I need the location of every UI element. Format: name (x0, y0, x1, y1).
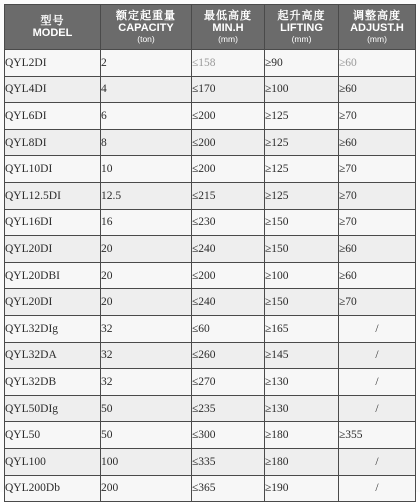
capacity-cell: 6 (101, 103, 192, 130)
lifting-height-cell: ≥165 (265, 315, 339, 342)
lifting-height-cell: ≥190 (265, 475, 339, 502)
adjust-height-cell: ≥70 (339, 209, 416, 236)
adjust-height-cell: ≥70 (339, 103, 416, 130)
lifting-height-cell: ≥130 (265, 369, 339, 396)
adjust-height-cell: / (339, 315, 416, 342)
capacity-cell: 32 (101, 315, 192, 342)
lifting-height-cell: ≥90 (265, 50, 339, 77)
column-header-adjust-h (339, 5, 416, 50)
column-header-model (5, 5, 101, 50)
spec-table (4, 4, 416, 502)
min-height-cell: ≤170 (192, 76, 265, 103)
header-label-en: LIFTING (280, 21, 323, 34)
capacity-cell: 100 (101, 448, 192, 475)
capacity-cell: 2 (101, 50, 192, 77)
header-label-en: CAPACITY (118, 21, 174, 34)
table-body (5, 50, 416, 502)
header-label-zh: 起升高度 (277, 9, 326, 22)
capacity-cell: 4 (101, 76, 192, 103)
adjust-height-cell: ≥60 (339, 262, 416, 289)
capacity-cell: 20 (101, 289, 192, 316)
model-cell: QYL32DA (5, 342, 101, 369)
lifting-height-cell: ≥125 (265, 129, 339, 156)
model-cell: QYL20DI (5, 236, 101, 263)
table-row (5, 475, 416, 502)
table-row (5, 156, 416, 183)
lifting-height-cell: ≥180 (265, 448, 339, 475)
header-label-en: MIN.H (212, 21, 244, 34)
model-cell: QYL20DI (5, 289, 101, 316)
capacity-cell: 16 (101, 209, 192, 236)
header-label-en: ADJUST.H (350, 21, 404, 34)
model-cell: QYL50 (5, 422, 101, 449)
header-unit: (mm) (367, 33, 387, 44)
header-unit: (mm) (291, 33, 312, 44)
header-label-zh: 调整高度 (353, 9, 401, 22)
capacity-cell: 8 (101, 129, 192, 156)
capacity-cell: 12.5 (101, 182, 192, 209)
capacity-cell: 10 (101, 156, 192, 183)
column-header-min-h (192, 5, 265, 50)
model-cell: QYL12.5DI (5, 182, 101, 209)
table-row (5, 369, 416, 396)
model-cell: QYL20DBI (5, 262, 101, 289)
model-cell: QYL8DI (5, 129, 101, 156)
min-height-cell: ≤215 (192, 182, 265, 209)
capacity-cell: 20 (101, 236, 192, 263)
adjust-height-cell: / (339, 395, 416, 422)
adjust-height-cell: / (339, 369, 416, 396)
lifting-height-cell: ≥180 (265, 422, 339, 449)
lifting-height-cell: ≥125 (265, 182, 339, 209)
table-row (5, 103, 416, 130)
adjust-height-cell: ≥70 (339, 156, 416, 183)
lifting-height-cell: ≥125 (265, 156, 339, 183)
model-cell: QYL4DI (5, 76, 101, 103)
lifting-height-cell: ≥150 (265, 289, 339, 316)
model-cell: QYL6DI (5, 103, 101, 130)
min-height-cell: ≤270 (192, 369, 265, 396)
capacity-cell: 50 (101, 395, 192, 422)
min-height-cell: ≤260 (192, 342, 265, 369)
adjust-height-cell: ≥60 (339, 76, 416, 103)
min-height-cell: ≤300 (192, 422, 265, 449)
table-row (5, 342, 416, 369)
header-label-zh: 额定起重量 (116, 9, 176, 22)
header-label-zh: 最低高度 (204, 9, 252, 22)
capacity-cell: 32 (101, 369, 192, 396)
model-cell: QYL2DI (5, 50, 101, 77)
adjust-height-cell: ≥60 (339, 129, 416, 156)
model-cell: QYL32DIg (5, 315, 101, 342)
header-unit: (mm) (218, 33, 238, 44)
capacity-cell: 50 (101, 422, 192, 449)
table-row (5, 209, 416, 236)
lifting-height-cell: ≥150 (265, 236, 339, 263)
lifting-height-cell: ≥145 (265, 342, 339, 369)
table-row (5, 262, 416, 289)
min-height-cell: ≤240 (192, 289, 265, 316)
min-height-cell: ≤60 (192, 315, 265, 342)
lifting-height-cell: ≥130 (265, 395, 339, 422)
adjust-height-cell: / (339, 342, 416, 369)
adjust-height-cell: ≥70 (339, 289, 416, 316)
capacity-cell: 32 (101, 342, 192, 369)
adjust-height-cell: ≥60 (339, 50, 416, 77)
adjust-height-cell: ≥70 (339, 182, 416, 209)
table-row (5, 289, 416, 316)
adjust-height-cell: ≥355 (339, 422, 416, 449)
min-height-cell: ≤235 (192, 395, 265, 422)
model-cell: QYL200Db (5, 475, 101, 502)
min-height-cell: ≤200 (192, 156, 265, 183)
model-cell: QYL50DIg (5, 395, 101, 422)
lifting-height-cell: ≥150 (265, 209, 339, 236)
column-header-lifting (265, 5, 339, 50)
table-row (5, 76, 416, 103)
table-row (5, 315, 416, 342)
min-height-cell: ≤230 (192, 209, 265, 236)
min-height-cell: ≤200 (192, 129, 265, 156)
header-row (5, 5, 416, 50)
lifting-height-cell: ≥100 (265, 262, 339, 289)
min-height-cell: ≤200 (192, 103, 265, 130)
adjust-height-cell: ≥60 (339, 236, 416, 263)
min-height-cell: ≤335 (192, 448, 265, 475)
model-cell: QYL16DI (5, 209, 101, 236)
model-cell: QYL32DB (5, 369, 101, 396)
model-cell: QYL100 (5, 448, 101, 475)
table-row (5, 50, 416, 77)
lifting-height-cell: ≥100 (265, 76, 339, 103)
min-height-cell: ≤365 (192, 475, 265, 502)
column-header-capacity (101, 5, 192, 50)
header-label-zh: 型号 (40, 14, 65, 27)
table-row (5, 129, 416, 156)
min-height-cell: ≤240 (192, 236, 265, 263)
min-height-cell: ≤158 (192, 50, 265, 77)
adjust-height-cell: / (339, 448, 416, 475)
capacity-cell: 200 (101, 475, 192, 502)
table-row (5, 236, 416, 263)
lifting-height-cell: ≥125 (265, 103, 339, 130)
table-row (5, 395, 416, 422)
table-row (5, 422, 416, 449)
table-row (5, 448, 416, 475)
header-label-en: MODEL (32, 26, 73, 39)
header-unit: (ton) (137, 33, 155, 44)
capacity-cell: 20 (101, 262, 192, 289)
table-row (5, 182, 416, 209)
adjust-height-cell: / (339, 475, 416, 502)
min-height-cell: ≤200 (192, 262, 265, 289)
model-cell: QYL10DI (5, 156, 101, 183)
